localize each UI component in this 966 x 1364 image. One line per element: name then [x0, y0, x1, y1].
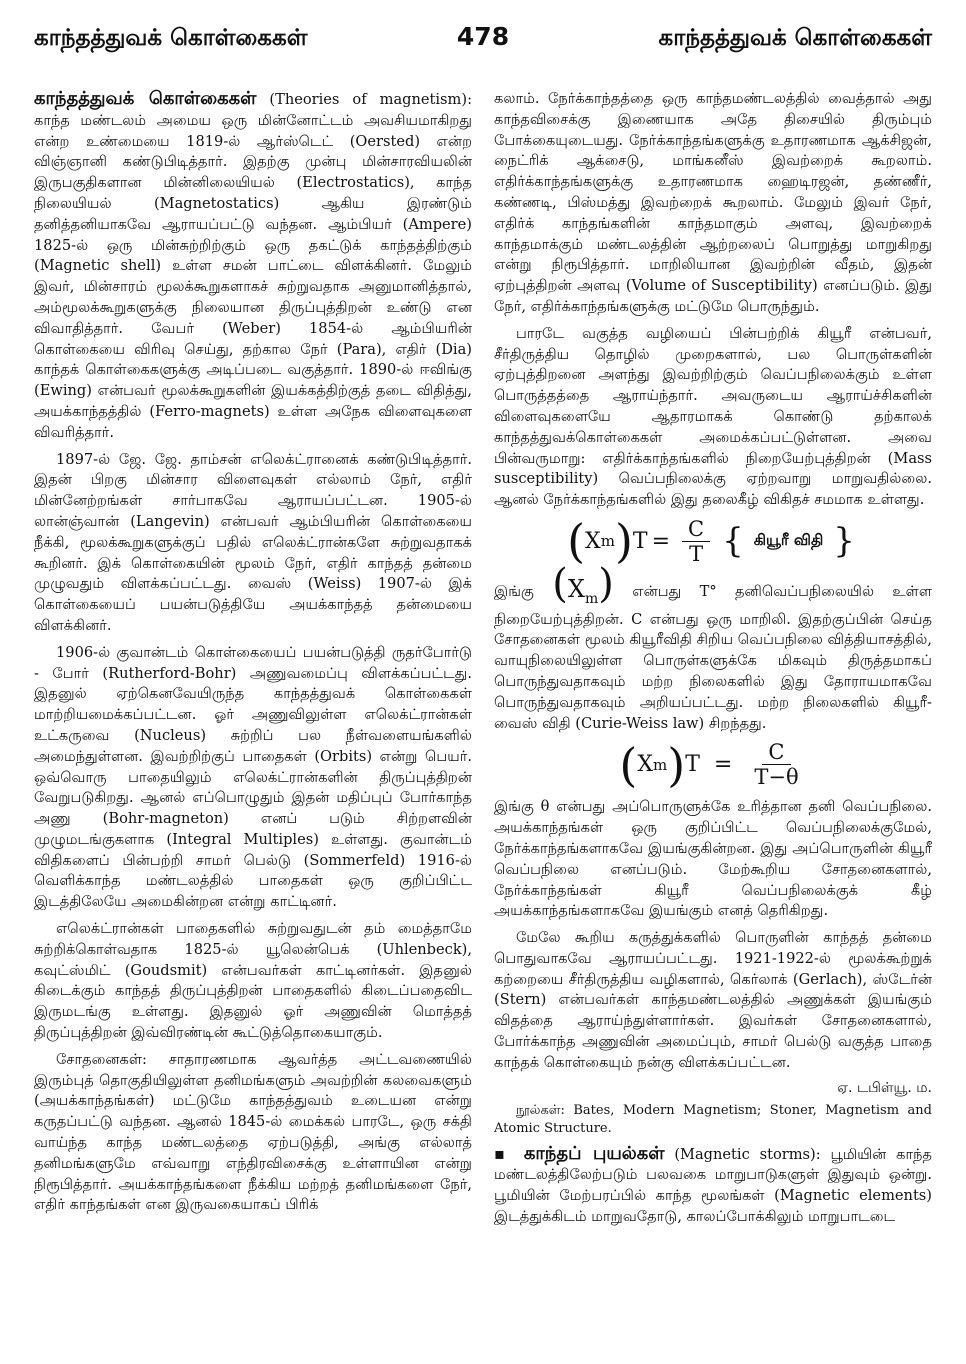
entry2-title-english: (Magnetic storms):	[674, 1145, 821, 1163]
p3-prefix: இங்கு	[494, 582, 534, 600]
right-paragraph-5: மேலே கூறிய கருத்துக்களில் பொருளின் காந்தத் தன்மை பொதுவாகவே ஆராயப்பட்டது. 1921-1922-ல் மூலக்கூற்றுக் கற்றையை சீர்திருத்திய வழிகளால், கெர்லாக் (Gerlach), ஸ்டேர்ன் (Stern) என்பவர்கள் காந்தமண்டலத்தில் அணுக்கள் இயங்கும் விதத்தை ஆராய்ந்துள்ளார்கள். இவர்கள் சோதனைகளால், போர்க்காந்த அணுவின் அமைப்பும், சாமர் பெல்டு வகுத்த பாதை காந்தக் கொள்கையும் நன்கு விளக்கப்பட்டன.	[494, 929, 932, 1071]
formula-brace-open: {	[722, 521, 744, 562]
author-signature: ஏ. டபிள்யூ. ம.	[837, 1079, 932, 1096]
right-column	[494, 89, 932, 1234]
formula1-sub: m	[600, 532, 615, 551]
p3-suffix: என்பது T° தனிவெப்பநிலையில் உள்ள நிறையேற்புத்திறன். C என்பது ஒரு மாறிலி. இதற்குப்பின் செய்த சோதனைகள் மூலம் கியூரீவிதி சிறிய வெப்பநிலை வித்தியாசத்தில், வாயுநிலையிலுள்ள பொருள்களுக்கே மிகவும் திருத்தமாகப் பொருந்துவதாகவும் மற்ற நிலைகளில் இது தோராயமாகவே பொருந்துவதாகவும் அறியப்பட்டது. மற்ற நிலைகளில் கியூரீ-வைஸ் விதி (Curie-Weiss law) சிறந்தது.	[494, 582, 933, 732]
entry-paragraph-1	[34, 89, 472, 444]
formula1-numerator: C	[682, 517, 710, 542]
formula1-t: T	[632, 528, 648, 554]
references: நூல்கள்: Bates, Modern Magnetism; Stoner, Magnetism and Atomic Structure.	[494, 1102, 932, 1136]
right-paragraph-2: பாரடே வகுத்த வழியைப் பின்பற்றிக் கியூரீ என்பவர், சீர்திருத்திய தொழில் முறைகளால், பல பொருள்களின் ஏற்புத்திறனை அளந்து இவற்றிற்கும் வெப்பநிலைக்கும் உள்ள பொருத்தத்தை ஆராய்ந்தார். அவருடைய ஆராய்ச்சிகளின் விளைவுகளையே ஆதாரமாகக் கொண்டு தற்காலக் காந்தத்துவக்கொள்கைகள் அமைக்கப்பட்டுள்ளன. அவை பின்வருமாறு: எதிர்க்காந்தங்களில் நிறையேற்புத்திறன் (Mass susceptibility) வெப்பநிலைக்கு ஏற்றவாறு மாறுவதில்லை. ஆனல் நேர்க்காந்தங்களில் இது தலைகீழ் விகிதச் சமமாக உள்ளது.	[494, 324, 932, 509]
entry2-text: பூமியின் காந்த மண்டலத்திலேற்படும் பலவகை மாறுபாடுகளுள் இதுவும் ஒன்று. பூமியின் மேற்பரப்பில் காந்த மூலங்கள் (Magnetic elements) இடத்துக்கிடம் மாறுவதோடு, காலப்போக்கிலும் மாறுபாடடை	[494, 1145, 933, 1226]
left-paragraph-3: 1906-ல் குவான்டம் கொள்கையைப் பயன்படுத்தி ருதர்போர்டு - போர் (Rutherford-Bohr) அணுவமைப்பு விளக்கப்பட்டது. இதனுல் ஏற்கெனவேயிருந்த காந்தத்துவக் கொள்கைகள் மாற்றியமைக்கப்பட்டன. ஓர் அணுவிலுள்ள எலெக்ட்ரான்கள் உட்கருவை (Nucleus) சுற்றிப் பல நீள்வளையங்களில் அமைந்துள்ளன. இவற்றிற்குப் பாதைகள் (Orbits) என்று பெயர். ஒவ்வொரு பாதையிலும் எலெக்ட்ரான்களின் திருப்புத்திறன் வேறுபடுகிறது. ஆனல் எப்பொழுதும் இதன் மதிப்புப் போர்காந்த அணு (Bohr-magneton) எனப் படும் சிற்றளவின் முழுமடங்குகளாக (Integral Multiples) உள்ளது. குவான்டம் விதிகளைப் பின்பற்றி சாமர் பெல்டு (Sommerfeld) 1916-ல் வெளிக்காந்த மண்டலத்தில் பாதைகள் ஒரு குறிப்பிட்ட இடத்திலேயே அமைகின்றன என்று காட்டினர்.	[34, 643, 472, 911]
entry-title: காந்தத்துவக் கொள்கைகள்	[34, 88, 257, 109]
formula2-numerator: C	[762, 740, 790, 765]
entry-bullet-icon: ▪	[494, 1143, 511, 1163]
entry2-title: காந்தப் புயல்கள்	[523, 1142, 665, 1164]
formula-paren-close: )	[614, 514, 633, 569]
formula2-t: T	[685, 752, 700, 778]
curie-weiss-formula	[494, 737, 932, 792]
left-paragraph-4: எலெக்ட்ரான்கள் பாதைகளில் சுற்றுவதுடன் தம் மைத்தாமே சுற்றிக்கொள்வதாக 1825-ல் யூலென்பெக் (Uhlenbeck), கவுட்ஸ்மிட் (Goudsmit) என்பவர்கள் காட்டினர்கள். இதனுல் கிடைக்கும் காந்தத் திருப்புத்திறன் பாதைகளில் கிடைப்பதைவிட இருமடங்கு உள்ளது. இதனுல் ஓர் அணுவின் மொத்தத் திருப்புத்திறன் இவ்விரண்டின் கூட்டுத்தொகையாகும்.	[34, 920, 472, 1042]
formula2-lhs: X	[637, 752, 654, 778]
right-paragraph-3	[494, 560, 933, 734]
inline-sub: m	[584, 590, 599, 607]
entry-title-english: (Theories of magnetism):	[269, 91, 472, 108]
formula1-eq: =	[651, 528, 671, 554]
page-number: 478	[456, 22, 510, 51]
running-title-left: காந்தத்துவக் கொள்கைகள்	[34, 25, 308, 51]
left-paragraph-5: சோதனைகள்: சாதாரணமாக ஆவர்த்த அட்டவணையில் இரும்புத் தொகுதியிலுள்ள தனிமங்களும் அவற்றின் கலவைகளும் (அயக்காந்தங்கள்) மட்டுமே காந்தத்துவம் உடையன என்று கருதப்பட்டு வந்தன. ஆனல் 1845-ல் மைக்கல் பாரடே, ஒரு சக்தி வாய்ந்த காந்த மண்டலத்தை ஏற்படுத்தி, அங்கு எல்லாத் தனிமங்களுமே எவ்வாறு எந்திரவிசைக்கு உள்ளாயின என்று நிரூபித்தார். அயக்காந்தங்களை நீக்கிய மற்றத் தனிமங்களை நேர், எதிர் காந்தங்கள் என இருவகையாகப் பிரிக்	[34, 1050, 472, 1214]
formula2-eq: =	[713, 752, 733, 778]
formula2-denominator: T−θ	[754, 765, 799, 790]
right-paragraph-4: இங்கு θ என்பது அப்பொருளுக்கே உரித்தான தனி வெப்பநிலை. அயக்காந்தங்கள் ஒரு குறிப்பிட்ட வெப்பநிலைக்குமேல், நேர்க்காந்தங்களாகவே இயங்குகின்றன. இது அப்பொருளின் கியூரீ வெப்பநிலை எனப்படும். மேற்கூறிய சோதனைகளால், நேர்க்காந்தங்கள் கியூரீ வெப்பநிலைக்குக் கீழ் அயக்காந்தங்களாகவே இயங்கும் எனத் தெரிகிறது.	[494, 798, 932, 920]
two-column-body	[34, 89, 932, 1234]
running-title-right: காந்தத்துவக் கொள்கைகள்	[658, 25, 932, 51]
curie-law-formula	[494, 514, 932, 569]
entry-paragraph-2	[494, 1144, 932, 1228]
formula2-fraction	[754, 740, 798, 789]
formula-brace-close: }	[833, 521, 855, 562]
page-header	[34, 22, 932, 63]
left-paragraph-2: 1897-ல் ஜே. ஜே. தாம்சன் எலெக்ட்ரானைக் கண்டுபிடித்தார். இதன் பிறகு மின்சார விளைவுகள் எல்லாம் நேர், எதிர் மின்னேற்றங்கள் சார்பாகவே ஆராயப்பட்டன. 1905-ல் லான்ஞ்வான் (Langevin) என்பவர் ஆம்பியரின் கொள்கையை நீக்கி, மூலக்கூறுகளுக்குப் பதில் எலெக்ட்ரான்களே சுற்றுவதாகக் கூறினர். இக் கொள்கையின் மூலம் நேர், எதிர் காந்தத் தன்மை முழுவதும் விளக்கப்பட்டது. வைஸ் (Weiss) 1907-ல் இக் கொள்கையைப் பயன்படுத்தியே அயக்காந்தத் தன்மையை விளக்கினர்.	[34, 450, 472, 634]
right-paragraph-1: கலாம். நேர்க்காந்தத்தை ஒரு காந்தமண்டலத்தில் வைத்தால் அது காந்தவிசைக்கு இணையாக அதே திசையில் திரும்பும் போக்கையுடையது. நேர்க்காந்தங்களுக்கு உதாரணமாக ஆக்சிஜன், நைட்ரிக் ஆக்சைடு, மாங்கனீஸ் இவற்றைக் கூறலாம். எதிர்க்காந்தங்களுக்கு உதாரணமாக ஹைடிரஜன், தண்ணீர், கண்ணடி, பிஸ்மத்து இவற்றைக் கூறலாம். மேலும் இவர் நேர், எதிர்க் காந்தங்களின் காந்தமாகும் அளவு, இவற்றைக் காந்தமாக்கும் மண்டலத்தின் ஆற்றலைப் பொறுத்து மாறுகிறது என்று நிரூபித்தார். மாறிலியான இவற்றின் வீதம், இதன் ஏற்புத்திறன் அளவு (Volume of Susceptibility) எனப்படும். இது நேர், எதிர்க்காந்தங்களுக்கு மட்டுமே பொருந்தும்.	[494, 90, 932, 315]
left-column	[34, 89, 472, 1234]
formula2-paren-close: )	[667, 737, 686, 792]
formula1-denominator: T	[689, 541, 704, 566]
inline-x: X	[567, 574, 585, 603]
inline-xm-symbol: $(X_m)$	[552, 560, 614, 607]
formula2-sub: m	[653, 755, 668, 774]
formula-paren-open: (	[567, 514, 586, 569]
formula1-fraction	[682, 517, 710, 566]
curie-law-label: கியூரீ விதி	[753, 531, 824, 550]
formula2-paren-open: (	[619, 737, 638, 792]
formula1-lhs: X	[585, 528, 601, 554]
left-text-1: காந்த மண்டலம் அமைய ஒரு மின்னோட்டம் அவசியமாகிறது என்ற உண்மையை 1819-ல் ஆர்ஸ்டெட் (Oersted) என்ற விஞ்ஞானி கண்டுபிடித்தார். இதற்கு முன்பு மின்சாரவியலின் இருபகுதிகளான மின்னிலையியல் (Electrostatics), காந்த நிலையியல் (Magnetostatics) ஆகிய இரண்டும் தனித்தனியாகவே ஆராயப்பட்டு வந்தன. ஆம்பியர் (Ampere) 1825-ல் ஒரு மின்சுற்றிற்கும் ஒரு தகட்டுக் காந்தத்திற்கும் (Magnetic shell) உள்ள சமன் பாட்டை விளக்கினர். மேலும் இவர், மின்சாரம் மூலக்கூறுகளாகச் சுற்றுவதாக அனுமானித்தால், அம்மூலக்கூறுகளுக்கு நிலையான திருப்புத்திறன் உண்டு என விவாதித்தார். வேபர் (Weber) 1854-ல் ஆம்பியரின் கொள்கையை விரிவு செய்து, தற்கால நேர் (Para), எதிர் (Dia) காந்தக் கொள்கைகளுக்கு அடிப்படை வகுத்தார். 1890-ல் ஈவிங்கு (Ewing) என்பவர் மூலக்கூறுகளின் இயக்கத்திற்குத் தடை விதித்து, அயக்காந்தத்தில் (Ferro-magnets) உள்ள அநேக விளைவுகளை விவரித்தார்.	[34, 111, 472, 441]
